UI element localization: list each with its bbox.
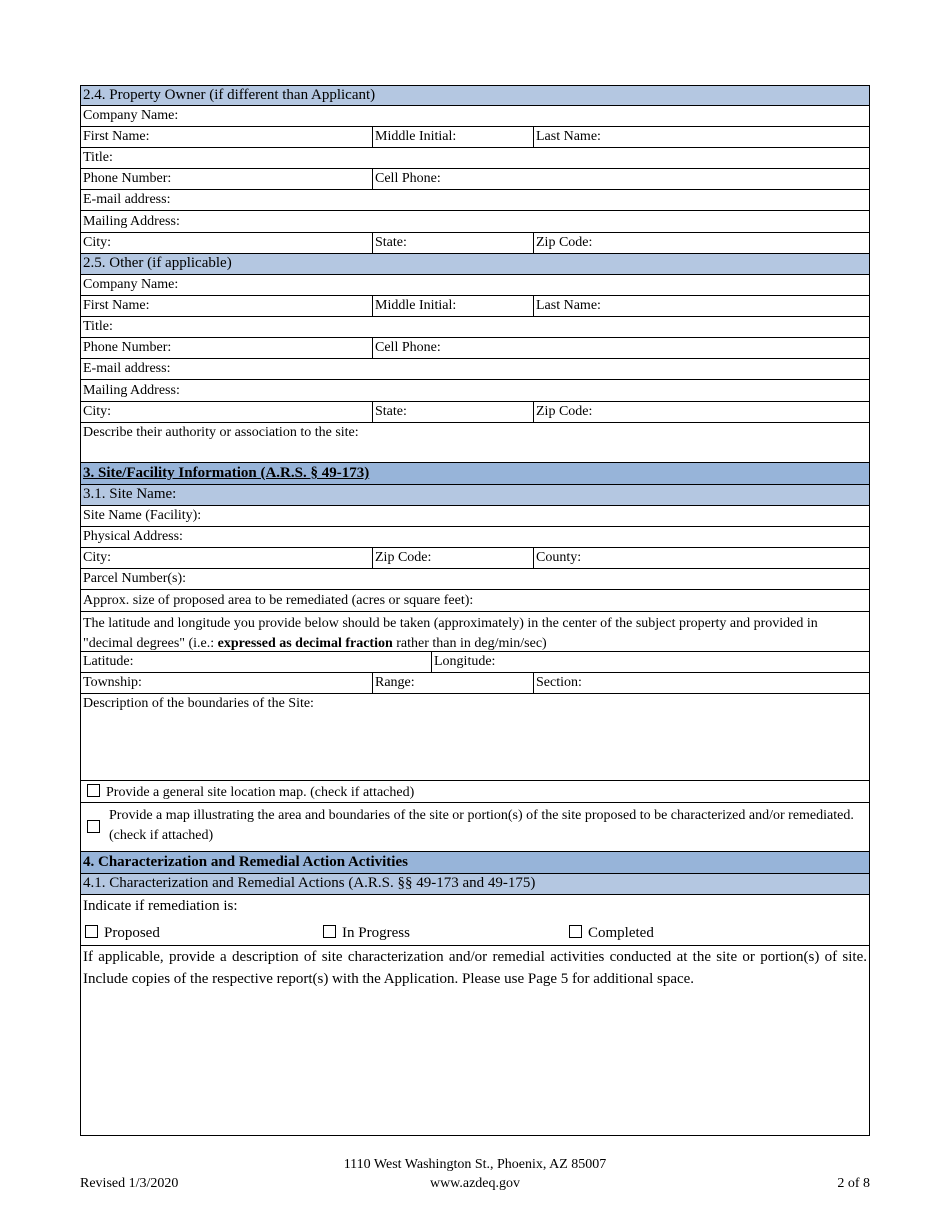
section-2-5-header <box>80 254 870 275</box>
owner-zip-label: Zip Code: <box>536 235 593 250</box>
latlong-note-bold: expressed as decimal fraction <box>217 636 393 651</box>
other-state-label: State: <box>375 404 407 419</box>
footer-page-number: 2 of 8 <box>837 1176 870 1191</box>
other-zip-label: Zip Code: <box>536 404 593 419</box>
footer-website[interactable]: www.azdeq.gov <box>429 1176 521 1191</box>
site-parcel-row[interactable] <box>80 569 870 590</box>
latlong-note-row <box>80 612 870 652</box>
proposed-label: Proposed <box>104 925 160 941</box>
in-progress-label: In Progress <box>342 925 410 941</box>
owner-cell-phone-label: Cell Phone: <box>375 171 441 186</box>
site-county-label: County: <box>536 550 582 565</box>
map-area-label: Provide a map illustrating the area and boundaries of the site or portion(s) of the site proposed to be characterized and/or remediated. (check if attached) <box>109 808 854 843</box>
owner-title-row[interactable] <box>80 148 870 169</box>
latlong-note <box>83 614 867 654</box>
owner-mailing-row[interactable] <box>80 211 870 233</box>
other-authority-label: Describe their authority or association to the site: <box>83 425 359 440</box>
owner-city-row[interactable] <box>80 233 870 254</box>
owner-name-row[interactable] <box>80 127 870 148</box>
longitude-label: Longitude: <box>434 654 496 669</box>
range-cell[interactable] <box>372 673 415 693</box>
site-physical-label: Physical Address: <box>83 529 183 544</box>
latlong-note-text-a: The latitude and longitude you provide below should be taken (approximately) in the center of the subject property and provided in "decimal degrees" (i.e.: <box>83 616 818 651</box>
section-4-title: 4. Characterization and Remedial Action Activities <box>83 854 408 870</box>
section-cell[interactable] <box>533 673 582 693</box>
map-general-row[interactable] <box>80 781 870 803</box>
latitude-label: Latitude: <box>83 654 134 669</box>
owner-last-cell[interactable] <box>533 127 601 147</box>
owner-first-name-label: First Name: <box>83 129 150 144</box>
map-area-row[interactable] <box>80 803 870 852</box>
other-city-label: City: <box>83 404 112 419</box>
map-general-label: Provide a general site location map. (check if attached) <box>106 785 415 800</box>
other-authority-row[interactable] <box>80 423 870 463</box>
owner-company-label: Company Name: <box>83 108 179 123</box>
other-middle-cell[interactable] <box>372 296 457 316</box>
map-general-checkbox[interactable] <box>87 784 100 797</box>
proposed-checkbox[interactable] <box>85 925 98 938</box>
application-form <box>80 85 870 1136</box>
other-first-name-label: First Name: <box>83 298 150 313</box>
section-3-1-header <box>80 485 870 506</box>
other-company-label: Company Name: <box>83 277 179 292</box>
other-email-label: E-mail address: <box>83 361 171 376</box>
other-email-row[interactable] <box>80 359 870 380</box>
option-proposed[interactable] <box>85 925 160 942</box>
owner-state-label: State: <box>375 235 407 250</box>
site-size-label: Approx. size of proposed area to be remediated (acres or square feet): <box>83 593 474 608</box>
owner-phone-row[interactable] <box>80 169 870 190</box>
owner-cell-phone-cell[interactable] <box>372 169 441 189</box>
owner-mailing-label: Mailing Address: <box>83 214 180 229</box>
other-company-row[interactable] <box>80 275 870 296</box>
owner-middle-initial-label: Middle Initial: <box>375 129 457 144</box>
site-name-label: Site Name (Facility): <box>83 508 202 523</box>
section-2-4-header <box>80 85 870 106</box>
other-title-label: Title: <box>83 319 113 334</box>
owner-zip-cell[interactable] <box>533 233 593 253</box>
other-middle-initial-label: Middle Initial: <box>375 298 457 313</box>
other-mailing-row[interactable] <box>80 380 870 402</box>
owner-middle-cell[interactable] <box>372 127 457 147</box>
owner-company-row[interactable] <box>80 106 870 127</box>
in-progress-checkbox[interactable] <box>323 925 336 938</box>
other-last-cell[interactable] <box>533 296 601 316</box>
boundaries-row[interactable] <box>80 694 870 781</box>
latlong-note-text-b: rather than in deg/min/sec) <box>392 636 547 651</box>
footer-address: 1110 West Washington St., Phoenix, AZ 85007 <box>343 1157 607 1172</box>
completed-checkbox[interactable] <box>569 925 582 938</box>
footer-revised: Revised 1/3/2020 <box>80 1176 179 1191</box>
other-city-row[interactable] <box>80 402 870 423</box>
other-cell-phone-label: Cell Phone: <box>375 340 441 355</box>
map-general-option[interactable] <box>87 784 414 801</box>
other-last-name-label: Last Name: <box>536 298 601 313</box>
township-row[interactable] <box>80 673 870 694</box>
other-zip-cell[interactable] <box>533 402 593 422</box>
boundaries-label: Description of the boundaries of the Site: <box>83 696 314 711</box>
section-2-5-title: 2.5. Other (if applicable) <box>83 255 232 271</box>
remediation-status-row[interactable] <box>80 895 870 945</box>
section-4-header <box>80 852 870 874</box>
section-3-header <box>80 463 870 485</box>
longitude-cell[interactable] <box>431 652 496 672</box>
township-label: Township: <box>83 675 142 690</box>
other-cell-phone-cell[interactable] <box>372 338 441 358</box>
map-area-checkbox[interactable] <box>87 820 100 833</box>
other-phone-label: Phone Number: <box>83 340 172 355</box>
section-3-title: 3. Site/Facility Information (A.R.S. § 49-173) <box>83 465 370 481</box>
other-name-row[interactable] <box>80 296 870 317</box>
owner-email-label: E-mail address: <box>83 192 171 207</box>
remediation-description-text: If applicable, provide a description of site characterization and/or remedial activities conducted at the site or portion(s) of site. Include copies of the respective report(s) with the Application. Please use Page 5 for additional space. <box>83 949 867 987</box>
latlong-row[interactable] <box>80 652 870 673</box>
range-label: Range: <box>375 675 415 690</box>
owner-phone-label: Phone Number: <box>83 171 172 186</box>
site-zip-label: Zip Code: <box>375 550 432 565</box>
section-3-1-title: 3.1. Site Name: <box>83 486 177 502</box>
remediation-indicate-label: Indicate if remediation is: <box>83 898 238 914</box>
owner-title-label: Title: <box>83 150 113 165</box>
section-4-1-title: 4.1. Characterization and Remedial Actions (A.R.S. §§ 49-173 and 49-175) <box>83 875 536 891</box>
owner-email-row[interactable] <box>80 190 870 211</box>
site-name-row[interactable] <box>80 506 870 527</box>
section-4-1-header <box>80 874 870 895</box>
site-size-row[interactable] <box>80 590 870 612</box>
owner-state-cell[interactable] <box>372 233 407 253</box>
owner-last-name-label: Last Name: <box>536 129 601 144</box>
section-label: Section: <box>536 675 582 690</box>
option-completed[interactable] <box>569 925 654 942</box>
other-phone-row[interactable] <box>80 338 870 359</box>
site-city-row[interactable] <box>80 548 870 569</box>
site-city-label: City: <box>83 550 112 565</box>
option-in-progress[interactable] <box>323 925 410 942</box>
site-county-cell[interactable] <box>533 548 582 568</box>
section-2-4-title: 2.4. Property Owner (if different than Applicant) <box>83 87 376 103</box>
site-physical-row[interactable] <box>80 527 870 548</box>
remediation-description-row[interactable] <box>80 945 870 1136</box>
site-parcel-label: Parcel Number(s): <box>83 571 187 586</box>
completed-label: Completed <box>588 925 654 941</box>
owner-city-label: City: <box>83 235 112 250</box>
other-mailing-label: Mailing Address: <box>83 383 180 398</box>
other-title-row[interactable] <box>80 317 870 338</box>
other-state-cell[interactable] <box>372 402 407 422</box>
site-zip-cell[interactable] <box>372 548 432 568</box>
